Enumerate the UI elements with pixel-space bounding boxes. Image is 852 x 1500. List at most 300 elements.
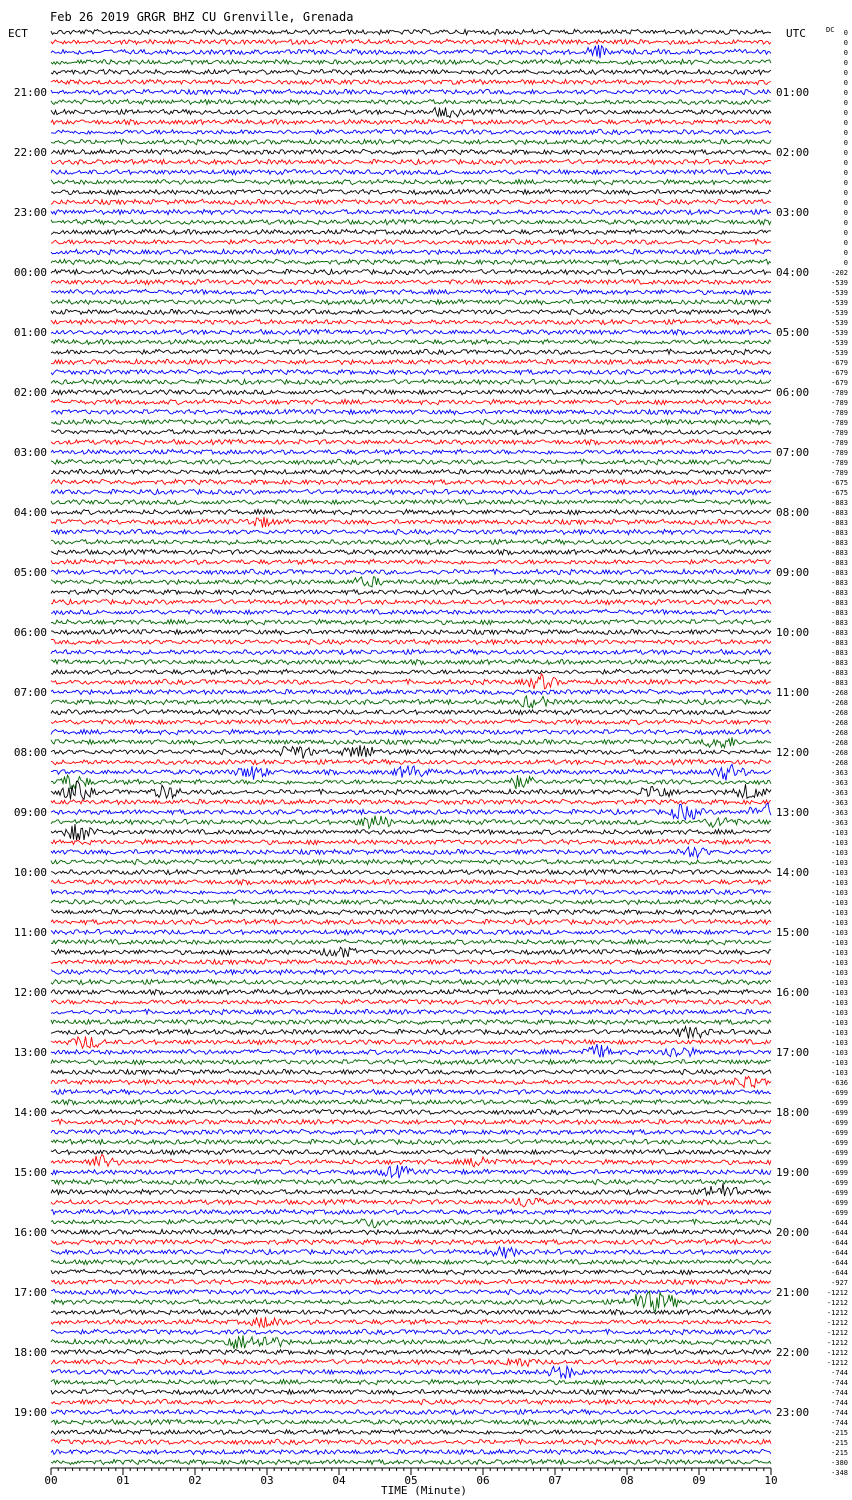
trace-row-133	[51, 1359, 771, 1367]
left-hour-label: 14:00	[13, 1106, 47, 1119]
trace-row-93	[51, 959, 771, 964]
dc-offset-label: -644	[831, 1269, 848, 1277]
trace-row-56	[51, 589, 771, 594]
left-hour-label: 15:00	[13, 1166, 47, 1179]
dc-offset-label: -883	[831, 679, 848, 687]
trace-row-62	[51, 649, 771, 654]
dc-offset-label: -789	[831, 419, 848, 427]
dc-offset-label: -883	[831, 529, 848, 537]
trace-row-34	[51, 369, 771, 374]
dc-offset-label: -103	[831, 869, 848, 877]
trace-row-7	[51, 99, 771, 104]
trace-row-70	[51, 729, 771, 735]
dc-offset-label: -1212	[826, 1309, 848, 1317]
trace-row-82	[51, 847, 771, 858]
left-hour-label: 10:00	[13, 866, 47, 879]
x-tick-label: 03	[260, 1474, 274, 1487]
trace-row-129	[51, 1317, 771, 1328]
dc-offset-label: -699	[831, 1139, 848, 1147]
dc-offset-label: -883	[831, 499, 848, 507]
trace-row-83	[51, 859, 771, 864]
dc-offset-label: -1212	[826, 1289, 848, 1297]
dc-offset-label: 0	[843, 59, 848, 67]
dc-offset-label: -363	[831, 799, 848, 807]
trace-row-69	[51, 719, 771, 724]
trace-row-65	[51, 674, 771, 689]
x-tick-label: 05	[404, 1474, 418, 1487]
trace-row-30	[51, 329, 771, 334]
trace-row-121	[51, 1239, 771, 1244]
trace-row-141	[51, 1439, 771, 1445]
dc-offset-label: -103	[831, 899, 848, 907]
right-hour-label: 11:00	[776, 686, 810, 699]
dc-offset-label: -789	[831, 409, 848, 417]
trace-row-109	[51, 1119, 771, 1124]
x-axis-label: TIME (Minute)	[380, 1484, 468, 1497]
left-hour-label: 02:00	[13, 386, 47, 399]
dc-offset-label: -675	[831, 489, 848, 497]
dc-offset-label: -268	[831, 699, 848, 707]
dc-offset-label: -268	[831, 689, 848, 697]
trace-row-108	[51, 1109, 771, 1114]
trace-row-18	[51, 209, 771, 214]
dc-offset-label: -268	[831, 709, 848, 717]
trace-row-85	[51, 879, 771, 884]
dc-offset-label: -789	[831, 399, 848, 407]
right-axis-title: UTC	[786, 27, 806, 40]
trace-row-54	[51, 569, 771, 575]
trace-row-59	[51, 619, 771, 624]
left-hour-label: 01:00	[13, 326, 47, 339]
trace-row-67	[51, 696, 771, 708]
right-hour-label: 04:00	[776, 266, 810, 279]
trace-row-58	[51, 609, 771, 614]
dc-offset-label: -883	[831, 629, 848, 637]
dc-offset-label: -699	[831, 1099, 848, 1107]
trace-row-115	[51, 1179, 771, 1184]
trace-row-126	[51, 1289, 771, 1294]
dc-offset-label: -789	[831, 459, 848, 467]
dc-offset-label: -539	[831, 329, 848, 337]
dc-offset-label: -103	[831, 879, 848, 887]
x-tick-label: 04	[332, 1474, 346, 1487]
trace-row-134	[51, 1366, 771, 1378]
dc-offset-label: -103	[831, 1029, 848, 1037]
dc-offset-label: 0	[843, 219, 848, 227]
right-hour-label: 20:00	[776, 1226, 810, 1239]
trace-row-42	[51, 449, 771, 454]
trace-row-1	[51, 39, 771, 44]
trace-row-20	[51, 229, 771, 234]
right-hour-label: 15:00	[776, 926, 810, 939]
dc-offset-label: -539	[831, 309, 848, 317]
trace-row-137	[51, 1399, 771, 1404]
dc-offset-label: 0	[843, 79, 848, 87]
dc-offset-label: -103	[831, 1019, 848, 1027]
chart-title: Feb 26 2019 GRGR BHZ CU Grenville, Grenada	[50, 10, 354, 24]
dc-offset-label: -699	[831, 1179, 848, 1187]
trace-row-15	[51, 179, 771, 184]
dc-offset-label: -1212	[826, 1339, 848, 1347]
dc-offset-label: -789	[831, 429, 848, 437]
dc-offset-label: -883	[831, 519, 848, 527]
trace-row-12	[51, 149, 771, 154]
dc-offset-label: -699	[831, 1089, 848, 1097]
dc-offset-label: -883	[831, 599, 848, 607]
right-hour-label: 19:00	[776, 1166, 810, 1179]
trace-row-51	[51, 540, 771, 545]
dc-offset-label: 0	[843, 29, 848, 37]
dc-offset-label: -883	[831, 669, 848, 677]
left-hour-label: 23:00	[13, 206, 47, 219]
dc-offset-label: -883	[831, 659, 848, 667]
trace-row-128	[51, 1309, 771, 1315]
right-hour-label: 23:00	[776, 1406, 810, 1419]
dc-offset-label: -268	[831, 719, 848, 727]
trace-row-143	[51, 1459, 771, 1464]
dc-offset-label: -883	[831, 589, 848, 597]
trace-row-60	[51, 629, 771, 634]
dc-offset-label: 0	[843, 249, 848, 257]
trace-row-64	[51, 669, 771, 674]
trace-row-23	[51, 259, 771, 264]
dc-offset-label: -539	[831, 289, 848, 297]
dc-offset-label: -644	[831, 1239, 848, 1247]
x-tick-label: 00	[44, 1474, 58, 1487]
trace-row-10	[51, 129, 771, 134]
x-tick-label: 01	[116, 1474, 130, 1487]
dc-offset-label: -363	[831, 819, 848, 827]
trace-row-95	[51, 979, 771, 984]
dc-offset-label: -103	[831, 929, 848, 937]
trace-row-132	[51, 1349, 771, 1354]
dc-offset-label: -103	[831, 839, 848, 847]
dc-offset-label: 0	[843, 209, 848, 217]
trace-row-72	[51, 745, 771, 758]
x-tick-label: 08	[620, 1474, 634, 1487]
dc-offset-label: -679	[831, 379, 848, 387]
right-hour-label: 18:00	[776, 1106, 810, 1119]
trace-row-19	[51, 219, 771, 224]
dc-offset-label: -380	[831, 1459, 848, 1467]
trace-row-37	[51, 399, 771, 404]
trace-row-28	[51, 309, 771, 314]
dc-offset-label: -1212	[826, 1299, 848, 1307]
dc-offset-label: -789	[831, 439, 848, 447]
dc-offset-label: -1212	[826, 1329, 848, 1337]
trace-row-98	[51, 1009, 771, 1014]
trace-row-63	[51, 659, 771, 664]
dc-offset-label: -883	[831, 559, 848, 567]
trace-row-90	[51, 930, 771, 935]
dc-offset-label: 0	[843, 139, 848, 147]
trace-row-123	[51, 1260, 771, 1265]
trace-row-4	[51, 69, 771, 74]
trace-row-116	[51, 1183, 771, 1196]
trace-row-9	[51, 119, 771, 124]
dc-offset-label: -103	[831, 849, 848, 857]
dc-offset-label: 0	[843, 129, 848, 137]
dc-offset-label: -103	[831, 999, 848, 1007]
left-hour-label: 06:00	[13, 626, 47, 639]
trace-row-57	[51, 599, 771, 604]
trace-row-55	[51, 577, 771, 587]
dc-offset-label: -103	[831, 889, 848, 897]
dc-offset-label: 0	[843, 179, 848, 187]
dc-offset-label: -927	[831, 1279, 848, 1287]
dc-offset-label: -1212	[826, 1359, 848, 1367]
trace-row-114	[51, 1165, 771, 1178]
trace-row-29	[51, 319, 771, 324]
trace-row-45	[51, 479, 771, 484]
right-hour-label: 17:00	[776, 1046, 810, 1059]
dc-offset-label: -103	[831, 959, 848, 967]
trace-row-122	[51, 1247, 771, 1259]
right-hour-label: 16:00	[776, 986, 810, 999]
trace-row-101	[51, 1037, 771, 1049]
trace-row-88	[51, 909, 771, 914]
trace-row-8	[51, 107, 771, 117]
x-tick-label: 07	[548, 1474, 562, 1487]
dc-offset-label: 0	[843, 259, 848, 267]
dc-offset-label: -699	[831, 1129, 848, 1137]
trace-row-2	[51, 45, 771, 58]
trace-row-130	[51, 1329, 771, 1335]
trace-row-46	[51, 489, 771, 494]
dc-offset-label: -268	[831, 729, 848, 737]
trace-row-50	[51, 529, 771, 534]
left-hour-label: 09:00	[13, 806, 47, 819]
trace-row-142	[51, 1449, 771, 1454]
left-hour-label: 19:00	[13, 1406, 47, 1419]
trace-row-140	[51, 1429, 771, 1434]
dc-offset-label: -215	[831, 1439, 848, 1447]
dc-offset-label: -103	[831, 969, 848, 977]
right-hour-label: 09:00	[776, 566, 810, 579]
trace-row-105	[51, 1076, 771, 1087]
trace-row-13	[51, 159, 771, 164]
trace-row-61	[51, 639, 771, 644]
dc-offset-label: -744	[831, 1389, 848, 1397]
left-hour-label: 18:00	[13, 1346, 47, 1359]
trace-row-16	[51, 189, 771, 194]
dc-offset-label: -103	[831, 909, 848, 917]
trace-row-40	[51, 430, 771, 435]
trace-row-131	[51, 1335, 771, 1349]
trace-row-86	[51, 889, 771, 894]
left-hour-label: 21:00	[13, 86, 47, 99]
dc-offset-label: -268	[831, 759, 848, 767]
trace-row-118	[51, 1209, 771, 1214]
trace-row-103	[51, 1059, 771, 1064]
trace-row-77	[51, 799, 771, 804]
dc-offset-label: -539	[831, 339, 848, 347]
trace-row-47	[51, 499, 771, 504]
trace-row-112	[51, 1150, 771, 1155]
dc-offset-label: -699	[831, 1169, 848, 1177]
dc-offset-label: 0	[843, 169, 848, 177]
trace-row-106	[51, 1089, 771, 1094]
trace-row-110	[51, 1129, 771, 1134]
dc-offset-label: -883	[831, 509, 848, 517]
trace-row-17	[51, 199, 771, 204]
trace-row-22	[51, 249, 771, 254]
trace-row-76	[51, 781, 771, 799]
dc-offset-label: -363	[831, 769, 848, 777]
dc-offset-label: -103	[831, 949, 848, 957]
dc-offset-label: -699	[831, 1149, 848, 1157]
x-tick-label: 09	[692, 1474, 706, 1487]
dc-offset-label: -883	[831, 619, 848, 627]
dc-offset-label: -215	[831, 1449, 848, 1457]
trace-row-74	[51, 764, 771, 780]
left-hour-label: 13:00	[13, 1046, 47, 1059]
trace-row-136	[51, 1389, 771, 1394]
dc-offset-label: -103	[831, 939, 848, 947]
dc-offset-label: -539	[831, 349, 848, 357]
trace-row-79	[51, 816, 771, 829]
dc-offset-label: 0	[843, 189, 848, 197]
dc-header: DC	[826, 26, 835, 34]
right-hour-labels	[776, 86, 809, 1419]
trace-row-78	[51, 804, 771, 820]
trace-row-6	[51, 89, 771, 94]
right-hour-label: 07:00	[776, 446, 810, 459]
dc-offset-label: -789	[831, 449, 848, 457]
dc-offset-label: -103	[831, 1069, 848, 1077]
trace-row-111	[51, 1139, 771, 1144]
left-hour-labels	[14, 86, 47, 1419]
trace-row-36	[51, 390, 771, 395]
dc-offset-label: -744	[831, 1369, 848, 1377]
trace-row-44	[51, 469, 771, 474]
right-hour-label: 08:00	[776, 506, 810, 519]
trace-row-52	[51, 549, 771, 555]
trace-row-3	[51, 60, 771, 65]
dc-offset-label: 0	[843, 199, 848, 207]
dc-offset-label: -103	[831, 1039, 848, 1047]
trace-row-97	[51, 999, 771, 1004]
dc-offset-label: -103	[831, 989, 848, 997]
trace-row-21	[51, 239, 771, 244]
trace-row-39	[51, 419, 771, 424]
dc-offset-label: -103	[831, 1009, 848, 1017]
dc-offset-label: -636	[831, 1079, 848, 1087]
dc-offset-label: -644	[831, 1219, 848, 1227]
trace-row-87	[51, 899, 771, 904]
dc-offset-label: 0	[843, 49, 848, 57]
dc-offset-label: -202	[831, 269, 848, 277]
trace-row-26	[51, 289, 771, 294]
dc-offset-label: -744	[831, 1379, 848, 1387]
trace-row-38	[51, 409, 771, 414]
trace-row-127	[51, 1291, 771, 1311]
trace-row-81	[51, 839, 771, 845]
dc-offset-label: -103	[831, 829, 848, 837]
trace-row-25	[51, 280, 771, 285]
dc-offset-label: -883	[831, 609, 848, 617]
dc-offset-label: -215	[831, 1429, 848, 1437]
dc-offset-label: 0	[843, 239, 848, 247]
trace-row-48	[51, 509, 771, 514]
dc-offset-label: -1212	[826, 1349, 848, 1357]
dc-offset-label: -789	[831, 469, 848, 477]
trace-row-107	[51, 1099, 771, 1104]
right-hour-label: 14:00	[776, 866, 810, 879]
dc-offset-label: 0	[843, 39, 848, 47]
trace-row-117	[51, 1198, 771, 1207]
right-hour-label: 06:00	[776, 386, 810, 399]
trace-row-135	[51, 1379, 771, 1384]
trace-row-89	[51, 919, 771, 924]
dc-offset-label: -883	[831, 649, 848, 657]
dc-offset-labels	[827, 29, 848, 1477]
trace-row-119	[51, 1219, 771, 1228]
trace-row-80	[51, 824, 771, 840]
dc-offset-label: -363	[831, 789, 848, 797]
dc-offset-label: -675	[831, 479, 848, 487]
trace-row-71	[51, 737, 771, 747]
left-hour-label: 16:00	[13, 1226, 47, 1239]
dc-offset-label: -883	[831, 579, 848, 587]
trace-row-32	[51, 349, 771, 355]
x-tick-label: 06	[476, 1474, 490, 1487]
dc-offset-label: 0	[843, 229, 848, 237]
trace-row-125	[51, 1279, 771, 1284]
dc-offset-label: -644	[831, 1259, 848, 1267]
right-hour-label: 21:00	[776, 1286, 810, 1299]
dc-offset-label: -363	[831, 779, 848, 787]
dc-offset-label: -699	[831, 1109, 848, 1117]
dc-offset-label: -539	[831, 279, 848, 287]
right-hour-label: 03:00	[776, 206, 810, 219]
trace-row-66	[51, 689, 771, 694]
trace-row-139	[51, 1419, 771, 1425]
trace-row-11	[51, 139, 771, 144]
trace-row-41	[51, 439, 771, 445]
dc-offset-label: 0	[843, 149, 848, 157]
dc-offset-label: -744	[831, 1399, 848, 1407]
trace-row-138	[51, 1410, 771, 1415]
dc-offset-label: -103	[831, 1049, 848, 1057]
trace-row-91	[51, 939, 771, 944]
trace-row-27	[51, 299, 771, 304]
left-hour-label: 05:00	[13, 566, 47, 579]
dc-offset-label: -348	[831, 1469, 848, 1477]
dc-offset-label: 0	[843, 119, 848, 127]
dc-offset-label: 0	[843, 109, 848, 117]
dc-offset-label: -699	[831, 1159, 848, 1167]
trace-row-100	[51, 1027, 771, 1039]
dc-offset-label: -268	[831, 749, 848, 757]
left-hour-label: 22:00	[13, 146, 47, 159]
dc-offset-label: -103	[831, 919, 848, 927]
dc-offset-label: -699	[831, 1209, 848, 1217]
dc-offset-label: -679	[831, 359, 848, 367]
trace-row-0	[51, 29, 771, 34]
left-hour-label: 08:00	[13, 746, 47, 759]
left-hour-label: 17:00	[13, 1286, 47, 1299]
right-hour-label: 10:00	[776, 626, 810, 639]
left-hour-label: 03:00	[13, 446, 47, 459]
dc-offset-label: -883	[831, 539, 848, 547]
dc-offset-label: -539	[831, 319, 848, 327]
right-hour-label: 01:00	[776, 86, 810, 99]
dc-offset-label: -644	[831, 1249, 848, 1257]
dc-offset-label: -1212	[826, 1319, 848, 1327]
dc-offset-label: -644	[831, 1229, 848, 1237]
trace-row-43	[51, 459, 771, 465]
